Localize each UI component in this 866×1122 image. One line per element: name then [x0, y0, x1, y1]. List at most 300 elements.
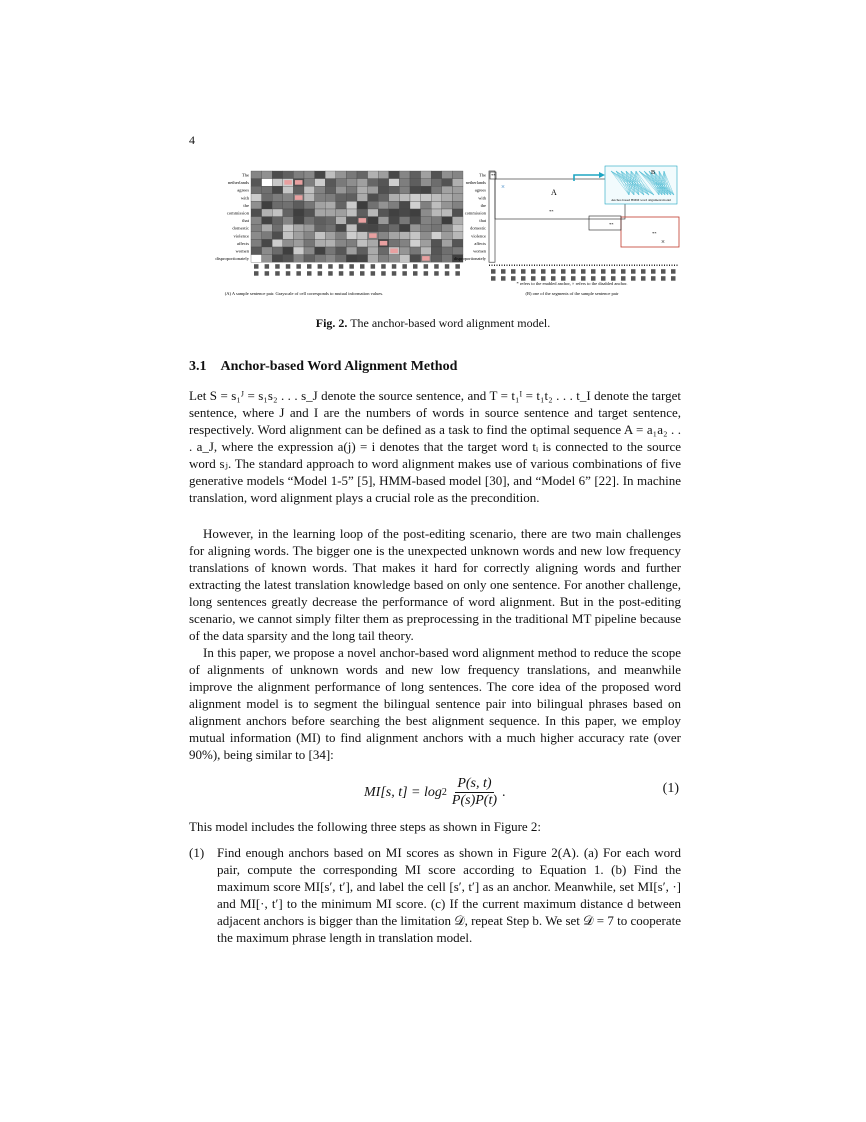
matrix-cell — [283, 209, 294, 217]
matrix-cell — [410, 232, 421, 240]
matrix-cell — [336, 247, 347, 255]
matrix-cell — [452, 171, 463, 179]
matrix-cell — [431, 209, 442, 217]
matrix-cell — [431, 247, 442, 255]
equation-log-base: 2 — [441, 787, 447, 798]
matrix-cell — [251, 179, 262, 187]
anchor-cell — [390, 249, 398, 254]
hmm-label: Anchor-based HMM word alignment model — [611, 198, 671, 202]
matrix-cell — [410, 255, 421, 263]
matrix-cell — [325, 209, 336, 217]
target-glyph — [641, 276, 646, 281]
equation-numerator: P(s, t) — [457, 776, 492, 791]
matrix-cell — [336, 186, 347, 194]
matrix-cell — [378, 247, 389, 255]
target-glyph — [392, 271, 397, 276]
row-label: the — [480, 202, 486, 208]
matrix-cell — [410, 247, 421, 255]
matrix-cell — [251, 224, 262, 232]
matrix-cell — [421, 232, 432, 240]
matrix-cell — [262, 209, 273, 217]
equation-fraction — [450, 776, 499, 809]
equation-body — [364, 776, 506, 809]
target-glyph — [521, 269, 526, 274]
matrix-cell — [389, 232, 400, 240]
target-glyph — [445, 271, 450, 276]
matrix-cell — [399, 194, 410, 202]
row-label: violence — [233, 233, 249, 239]
anchor-cell — [422, 256, 430, 261]
section-number: 3.1 — [189, 359, 207, 374]
row-label: commission — [226, 210, 249, 216]
matrix-cell — [357, 247, 368, 255]
matrix-cell — [421, 224, 432, 232]
matrix-cell — [346, 194, 357, 202]
matrix-cell — [283, 194, 294, 202]
target-glyph — [501, 269, 506, 274]
target-glyph — [671, 269, 676, 274]
matrix-cell — [336, 224, 347, 232]
matrix-cell — [421, 247, 432, 255]
matrix-cell — [357, 171, 368, 179]
matrix-cell — [410, 209, 421, 217]
matrix-cell — [315, 224, 326, 232]
segment-box-disabled — [621, 217, 679, 247]
target-glyph — [631, 276, 636, 281]
target-glyph — [601, 269, 606, 274]
matrix-cell — [251, 247, 262, 255]
target-glyph — [413, 271, 418, 276]
row-label: commission — [464, 210, 486, 216]
matrix-cell — [421, 217, 432, 225]
matrix-cell — [251, 217, 262, 225]
matrix-cell — [262, 217, 273, 225]
row-label: The — [479, 172, 486, 178]
matrix-cell — [410, 194, 421, 202]
target-glyph — [360, 264, 365, 269]
matrix-cell — [378, 209, 389, 217]
matrix-cell — [421, 239, 432, 247]
matrix-cell — [262, 239, 273, 247]
matrix-cell — [283, 232, 294, 240]
matrix-cell — [368, 171, 379, 179]
subcaption-b: (B) one of the segments of the sample sentence pair — [525, 291, 619, 296]
matrix-cell — [410, 179, 421, 187]
anchor-cell — [295, 180, 303, 185]
matrix-cell — [336, 217, 347, 225]
row-label: domestic — [232, 225, 249, 231]
matrix-cell — [378, 179, 389, 187]
matrix-cell — [304, 186, 315, 194]
matrix-cell — [378, 194, 389, 202]
matrix-cell — [431, 194, 442, 202]
matrix-cell — [389, 179, 400, 187]
matrix-cell — [452, 179, 463, 187]
target-glyph — [275, 271, 280, 276]
matrix-cell — [315, 255, 326, 263]
matrix-cell — [315, 209, 326, 217]
matrix-cell — [283, 217, 294, 225]
paragraph-3 — [189, 644, 681, 763]
target-glyph — [381, 271, 386, 276]
disabled-anchor-mark: × — [661, 238, 665, 246]
matrix-cell — [304, 179, 315, 187]
target-glyph — [531, 269, 536, 274]
matrix-cell — [442, 232, 453, 240]
target-glyph — [424, 264, 429, 269]
target-glyph — [254, 264, 259, 269]
target-glyph — [349, 271, 354, 276]
matrix-cell — [293, 239, 304, 247]
matrix-cell — [431, 171, 442, 179]
matrix-cell — [368, 224, 379, 232]
matrix-cell — [442, 179, 453, 187]
target-glyph — [445, 264, 450, 269]
matrix-cell — [304, 201, 315, 209]
matrix-cell — [346, 255, 357, 263]
target-glyph — [591, 269, 596, 274]
paragraph-1-text: Let S = s₁ᴶ = s₁s₂ . . . s_J denote the source sentence, and T = t₁ᴵ = t₁t₂ . . . t_I denote the target sentence, where J and I are the numbers of words in source sentence and target sentence, respectively. Word alignment can be defined as a task to find the optimal sequence A = a₁a₂ . . . a_J, where the expression a(j) = i denotes that the target word tᵢ is connected to the source word sⱼ. The standard approach to word alignment makes use of various combinations of five generative models “Model 1-5” [5], HMM-based model [30], and “Model 6” [22]. In machine translation, word alignment plays a crucial role as the precondition. — [189, 388, 681, 505]
matrix-cell — [431, 186, 442, 194]
matrix-cell — [452, 232, 463, 240]
segment-label-a: A — [551, 188, 557, 197]
matrix-cell — [336, 201, 347, 209]
row-label: that — [242, 218, 249, 224]
matrix-cell — [389, 171, 400, 179]
matrix-cell — [399, 209, 410, 217]
anchor-cell — [369, 233, 377, 238]
row-label: netherlands — [227, 180, 249, 186]
matrix-cell — [272, 255, 283, 263]
matrix-cell — [325, 217, 336, 225]
target-glyph — [307, 271, 312, 276]
matrix-cell — [442, 239, 453, 247]
target-glyph — [491, 269, 496, 274]
target-glyph — [339, 264, 344, 269]
figure-caption-text: The anchor-based word alignment model. — [350, 316, 551, 330]
segment-box-c — [589, 216, 621, 230]
target-glyph — [641, 269, 646, 274]
matrix-cell — [346, 179, 357, 187]
matrix-cell — [304, 217, 315, 225]
section-heading — [189, 359, 457, 375]
matrix-cell — [272, 232, 283, 240]
matrix-cell — [315, 217, 326, 225]
matrix-cell — [357, 201, 368, 209]
matrix-cell — [399, 239, 410, 247]
segment-label-b: B — [651, 170, 656, 176]
matrix-cell — [442, 255, 453, 263]
matrix-cell — [262, 232, 273, 240]
matrix-cell — [399, 201, 410, 209]
target-glyph — [328, 264, 333, 269]
matrix-cell — [315, 247, 326, 255]
matrix-cell — [262, 179, 273, 187]
target-glyph — [651, 269, 656, 274]
target-glyph — [631, 269, 636, 274]
matrix-cell — [251, 209, 262, 217]
matrix-cell — [399, 247, 410, 255]
matrix-cell — [399, 232, 410, 240]
matrix-cell — [368, 209, 379, 217]
target-glyph — [371, 271, 376, 276]
matrix-cell — [272, 194, 283, 202]
matrix-cell — [262, 224, 273, 232]
list-item-1-text: Find enough anchors based on MI scores as shown in Figure 2(A). (a) For each word pair, compute the corresponding MI score according to Equation 1. (b) Find the maximum score MI[s′, t′], and label the cell [s′, t′] as an anchor. Meanwhile, set MI[s′, ·] and MI[·, t′] to the minimum MI score. (c) If the current maximum distance d between adjacent anchors is bigger than the limitation 𝒟, repeat Step b. We set 𝒟 = 7 to cooperate the maximum phrase length in translation model. — [217, 845, 681, 945]
row-label: women — [473, 248, 486, 254]
matrix-cell — [389, 201, 400, 209]
target-glyph — [424, 271, 429, 276]
matrix-cell — [389, 217, 400, 225]
matrix-cell — [283, 224, 294, 232]
matrix-cell — [452, 217, 463, 225]
matrix-cell — [346, 247, 357, 255]
matrix-cell — [293, 171, 304, 179]
target-glyph — [511, 269, 516, 274]
matrix-cell — [378, 232, 389, 240]
matrix-cell — [293, 232, 304, 240]
target-glyph — [511, 276, 516, 281]
matrix-cell — [389, 255, 400, 263]
matrix-cell — [325, 179, 336, 187]
target-glyph — [275, 264, 280, 269]
row-label: the — [243, 202, 249, 208]
matrix-cell — [325, 224, 336, 232]
matrix-cell — [368, 255, 379, 263]
matrix-cell — [325, 255, 336, 263]
row-label: with — [478, 195, 486, 201]
matrix-cell — [315, 194, 326, 202]
matrix-cell — [251, 186, 262, 194]
matrix-cell — [378, 186, 389, 194]
matrix-cell — [293, 201, 304, 209]
matrix-cell — [325, 194, 336, 202]
matrix-cell — [399, 255, 410, 263]
row-label: disproportionately — [453, 256, 486, 262]
target-glyph — [328, 271, 333, 276]
matrix-cell — [389, 194, 400, 202]
target-glyph — [286, 271, 291, 276]
target-glyph — [307, 264, 312, 269]
matrix-cell — [325, 247, 336, 255]
anchor-cell — [359, 218, 367, 223]
target-glyph — [434, 271, 439, 276]
mi-matrix-panel — [215, 171, 463, 276]
subcaption-a: (A) A sample sentence pair. Grayscale of cell corresponds to mutual information values. — [224, 291, 384, 296]
enabled-anchor-mark: ** — [652, 231, 657, 236]
matrix-cell — [378, 255, 389, 263]
source-column — [489, 171, 495, 262]
matrix-cell — [293, 224, 304, 232]
zoom-arrow — [574, 175, 599, 181]
matrix-cell — [346, 171, 357, 179]
row-label: women — [235, 248, 249, 254]
matrix-cell — [251, 171, 262, 179]
matrix-cell — [262, 171, 273, 179]
matrix-cell — [304, 171, 315, 179]
enabled-anchor-mark: ** — [549, 209, 554, 214]
matrix-cell — [304, 224, 315, 232]
figure-caption-label: Fig. 2. — [315, 316, 348, 330]
matrix-cell — [399, 171, 410, 179]
matrix-cell — [283, 239, 294, 247]
matrix-cell — [431, 217, 442, 225]
equation-denominator: P(s)P(t) — [451, 793, 497, 808]
matrix-cell — [442, 186, 453, 194]
matrix-cell — [293, 217, 304, 225]
target-glyph — [349, 264, 354, 269]
matrix-cell — [389, 239, 400, 247]
matrix-cell — [293, 209, 304, 217]
matrix-cell — [378, 171, 389, 179]
matrix-cell — [410, 171, 421, 179]
enabled-anchor-mark: ** — [609, 222, 614, 227]
matrix-cell — [399, 186, 410, 194]
matrix-cell — [293, 186, 304, 194]
matrix-cell — [325, 171, 336, 179]
matrix-cell — [378, 224, 389, 232]
paragraph-3-text: In this paper, we propose a novel anchor-based word alignment method to reduce the scope of alignments of unknown words and new low frequency translations, and meanwhile improve the alignment performance of long sentences. The core idea of the proposed word alignment model is to segment the bilingual sentence pair into bilingual phrases based on alignment anchors before searching the best alignment sequence. In this paper, we employ mutual information (MI) to find alignment anchors with a much higher accuracy rate (over 90%), being similar to [34]: — [189, 645, 681, 762]
matrix-cell — [346, 186, 357, 194]
enabled-anchor-mark: ** — [491, 173, 496, 178]
target-glyph — [265, 264, 270, 269]
matrix-cell — [346, 209, 357, 217]
matrix-cell — [357, 186, 368, 194]
target-glyph — [455, 271, 460, 276]
matrix-cell — [431, 239, 442, 247]
matrix-cell — [251, 239, 262, 247]
matrix-cell — [431, 255, 442, 263]
equation-tail: . — [502, 784, 506, 800]
matrix-cell — [389, 186, 400, 194]
matrix-cell — [357, 179, 368, 187]
target-glyph — [402, 271, 407, 276]
row-label: The — [241, 172, 249, 178]
matrix-cell — [251, 201, 262, 209]
matrix-cell — [346, 201, 357, 209]
row-label: agrees — [474, 187, 486, 193]
matrix-cell — [421, 186, 432, 194]
matrix-cell — [293, 247, 304, 255]
equation-number: (1) — [662, 781, 679, 796]
matrix-cell — [283, 247, 294, 255]
target-glyph — [381, 264, 386, 269]
paragraph-4-text: This model includes the following three steps as shown in Figure 2: — [189, 819, 542, 834]
disabled-anchor-mark: × — [501, 183, 505, 191]
target-glyph — [434, 264, 439, 269]
matrix-cell — [304, 232, 315, 240]
matrix-cell — [368, 217, 379, 225]
matrix-cell — [452, 186, 463, 194]
matrix-cell — [368, 201, 379, 209]
equation-lhs: MI[s, t] = log — [364, 784, 442, 800]
matrix-cell — [304, 255, 315, 263]
matrix-cell — [410, 186, 421, 194]
figure-2 — [189, 163, 681, 335]
matrix-cell — [452, 247, 463, 255]
matrix-cell — [452, 224, 463, 232]
anchor-cell — [380, 241, 388, 246]
row-label: netherlands — [465, 180, 486, 186]
matrix-cell — [368, 194, 379, 202]
matrix-cell — [272, 186, 283, 194]
target-glyph — [621, 269, 626, 274]
target-glyph — [318, 271, 323, 276]
matrix-cell — [315, 179, 326, 187]
target-glyph — [491, 276, 496, 281]
matrix-cell — [431, 224, 442, 232]
matrix-cell — [357, 255, 368, 263]
matrix-cell — [442, 194, 453, 202]
target-glyph — [392, 264, 397, 269]
paragraph-2-text: However, in the learning loop of the post-editing scenario, there are two main challenges for aligning words. The bigger one is the unexpected unknown words and new low frequency translations of known words. That makes it hard for correctly aligning words and further extracting the latest translation knowledge based on only one sentence. For another challenge, long sentences greatly decrease the performance of word alignment. But in the post-editing scenario, we cannot simply filter them as preprocessing in the traditional MT pipeline because of the data sparsity and the long tail theory. — [189, 526, 681, 643]
target-glyph — [265, 271, 270, 276]
matrix-cell — [304, 209, 315, 217]
matrix-cell — [421, 171, 432, 179]
matrix-cell — [262, 255, 273, 263]
row-label: that — [479, 218, 486, 224]
matrix-cell — [452, 239, 463, 247]
target-glyph — [651, 276, 656, 281]
target-glyph — [296, 264, 301, 269]
matrix-cell — [262, 247, 273, 255]
matrix-cell — [357, 209, 368, 217]
matrix-cell — [389, 209, 400, 217]
matrix-cell — [251, 194, 262, 202]
matrix-cell — [442, 224, 453, 232]
equation-1 — [189, 768, 681, 808]
paragraph-2 — [189, 525, 681, 644]
matrix-cell — [336, 209, 347, 217]
row-label: agrees — [237, 187, 249, 193]
list-item-1 — [189, 844, 681, 946]
target-glyph — [296, 271, 301, 276]
matrix-cell — [315, 186, 326, 194]
matrix-cell — [262, 186, 273, 194]
matrix-cell — [304, 247, 315, 255]
target-glyph — [571, 269, 576, 274]
target-glyph — [360, 271, 365, 276]
matrix-cell — [421, 201, 432, 209]
matrix-cell — [346, 217, 357, 225]
matrix-cell — [315, 171, 326, 179]
matrix-cell — [442, 217, 453, 225]
matrix-cell — [272, 179, 283, 187]
target-glyph — [501, 276, 506, 281]
matrix-cell — [399, 224, 410, 232]
matrix-cell — [251, 255, 262, 263]
matrix-cell — [357, 239, 368, 247]
row-label: disproportionately — [215, 256, 249, 262]
list-item-1-label: (1) — [189, 845, 205, 860]
matrix-cell — [315, 239, 326, 247]
anchor-cell — [284, 180, 292, 185]
matrix-cell — [410, 224, 421, 232]
matrix-cell — [304, 239, 315, 247]
matrix-cell — [336, 171, 347, 179]
target-glyph — [318, 264, 323, 269]
matrix-cell — [262, 194, 273, 202]
target-glyph — [551, 269, 556, 274]
matrix-cell — [336, 194, 347, 202]
matrix-cell — [442, 201, 453, 209]
matrix-cell — [346, 239, 357, 247]
matrix-cell — [315, 201, 326, 209]
matrix-cell — [272, 217, 283, 225]
matrix-cell — [410, 239, 421, 247]
matrix-cell — [262, 201, 273, 209]
matrix-cell — [283, 171, 294, 179]
